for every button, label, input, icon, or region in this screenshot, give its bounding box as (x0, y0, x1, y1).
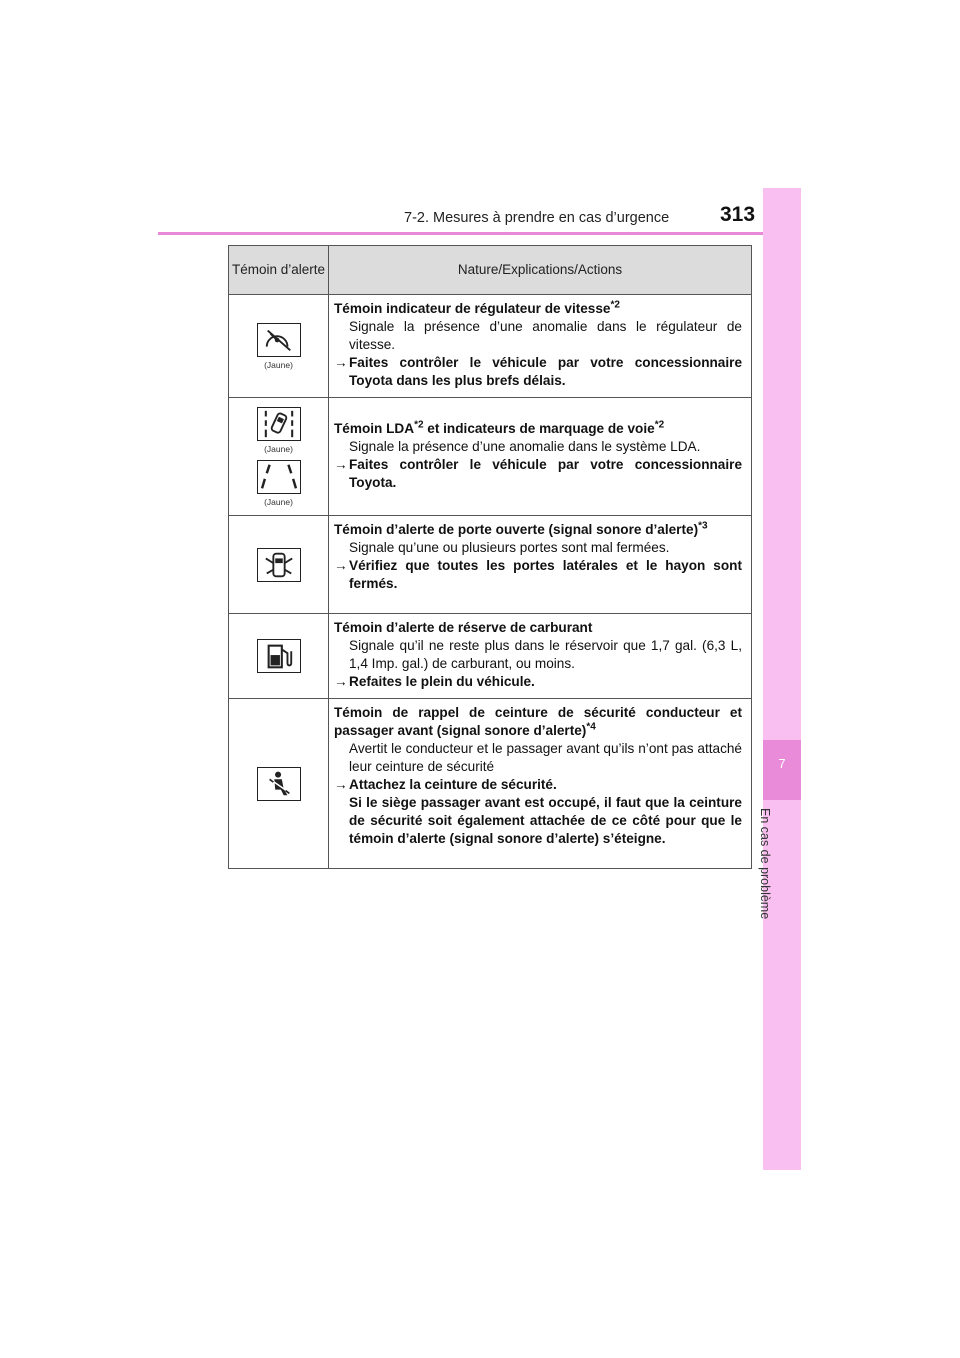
text-cell (329, 699, 752, 869)
row-action (334, 354, 742, 390)
row-description: Signale qu’une ou plusieurs portes sont mal fermées. (349, 540, 670, 555)
table-row (229, 699, 752, 869)
footnote-ref: *2 (414, 418, 424, 430)
row-title (334, 420, 742, 438)
header-rule (158, 232, 800, 235)
chapter-number: 7 (778, 756, 786, 771)
row-description: Signale la présence d’une anomalie dans le régulateur de vitesse. (349, 319, 742, 352)
text-cell (329, 614, 752, 699)
row-title: Témoin d’alerte de réserve de carburant (334, 620, 593, 635)
row-title-text: Témoin d’alerte de porte ouverte (signal sonore d’alerte) (334, 522, 699, 537)
header-nature-actions: Nature/Explications/Actions (329, 246, 752, 295)
row-description: Avertit le conducteur et le passager avant qu’ils n’ont pas attaché leur ceinture de sécurité (349, 741, 742, 774)
row-title (334, 704, 742, 740)
arrow-icon: → (334, 777, 348, 792)
row-title (334, 300, 742, 318)
lda-icon (257, 407, 301, 441)
footnote-ref: *3 (698, 520, 708, 532)
icon-caption: (Jaune) (264, 359, 293, 370)
icon-group (229, 407, 328, 454)
cruise-control-icon (257, 323, 301, 357)
icon-caption: (Jaune) (264, 443, 293, 454)
icon-group (229, 460, 328, 507)
row-action-text: Attachez la ceinture de sécurité. (349, 777, 557, 792)
page-number: 313 (720, 203, 756, 226)
icon-cell (229, 295, 329, 398)
text-cell (329, 295, 752, 398)
row-note: Si le siège passager avant est occupé, il faut que la ceinture de sécurité soit également attachée de ce côté pour que le témoin d’alerte (signal sonore d’alerte) s’éteigne. (349, 795, 742, 846)
text-cell (329, 516, 752, 614)
lane-marking-icon (257, 460, 301, 494)
seatbelt-icon (257, 767, 301, 801)
icon-cell (229, 614, 329, 699)
row-action-text: Refaites le plein du véhicule. (349, 674, 535, 689)
arrow-icon: → (334, 674, 348, 689)
chapter-title: En cas de problème (758, 808, 772, 920)
arrow-icon: → (334, 456, 348, 472)
table-row (229, 614, 752, 699)
row-title-text: Témoin indicateur de régulateur de vitesse (334, 301, 611, 316)
section-title: 7-2. Mesures à prendre en cas d’urgence (404, 210, 670, 226)
table-row (229, 398, 752, 516)
table-header-row (229, 246, 752, 295)
open-door-icon (257, 548, 301, 582)
row-description: Signale la présence d’une anomalie dans le système LDA. (349, 438, 701, 454)
icon-cell (229, 699, 329, 869)
row-title (334, 521, 742, 539)
footnote-ref: *2 (654, 418, 665, 430)
table-row (229, 516, 752, 614)
header-warning-light: Témoin d’alerte (229, 246, 329, 295)
row-action-text: Vérifiez que toutes les portes latérales et le hayon sont fermés. (349, 558, 742, 591)
footnote-ref: *2 (610, 299, 620, 311)
icon-caption: (Jaune) (264, 496, 293, 507)
icon-cell (229, 398, 329, 516)
table-row (229, 295, 752, 398)
arrow-icon: → (334, 355, 348, 370)
row-action-text: Faites contrôler le véhicule par votre concessionnaire Toyota. (349, 456, 742, 490)
arrow-icon: → (334, 558, 348, 573)
row-action-text: Faites contrôler le véhicule par votre concessionnaire Toyota dans les plus brefs délais. (349, 355, 742, 388)
row-title-text: Témoin de rappel de ceinture de sécurité conducteur et passager avant (signal sonore d’alerte) (334, 705, 742, 738)
row-action (334, 557, 742, 593)
footnote-ref: *4 (586, 721, 596, 733)
text-cell (329, 398, 752, 516)
chapter-side-tab (763, 188, 801, 1170)
row-action (334, 776, 742, 794)
row-action (334, 456, 742, 492)
row-action (334, 673, 742, 691)
icon-cell (229, 516, 329, 614)
row-description: Signale qu’il ne reste plus dans le réservoir que 1,7 gal. (6,3 L, 1,4 Imp. gal.) de carburant, ou moins. (349, 638, 742, 671)
fuel-icon (257, 639, 301, 673)
warning-light-table (228, 245, 752, 869)
row-title-text: Témoin LDA (334, 420, 415, 436)
row-title-text: et indicateurs de marquage de voie (423, 420, 655, 436)
